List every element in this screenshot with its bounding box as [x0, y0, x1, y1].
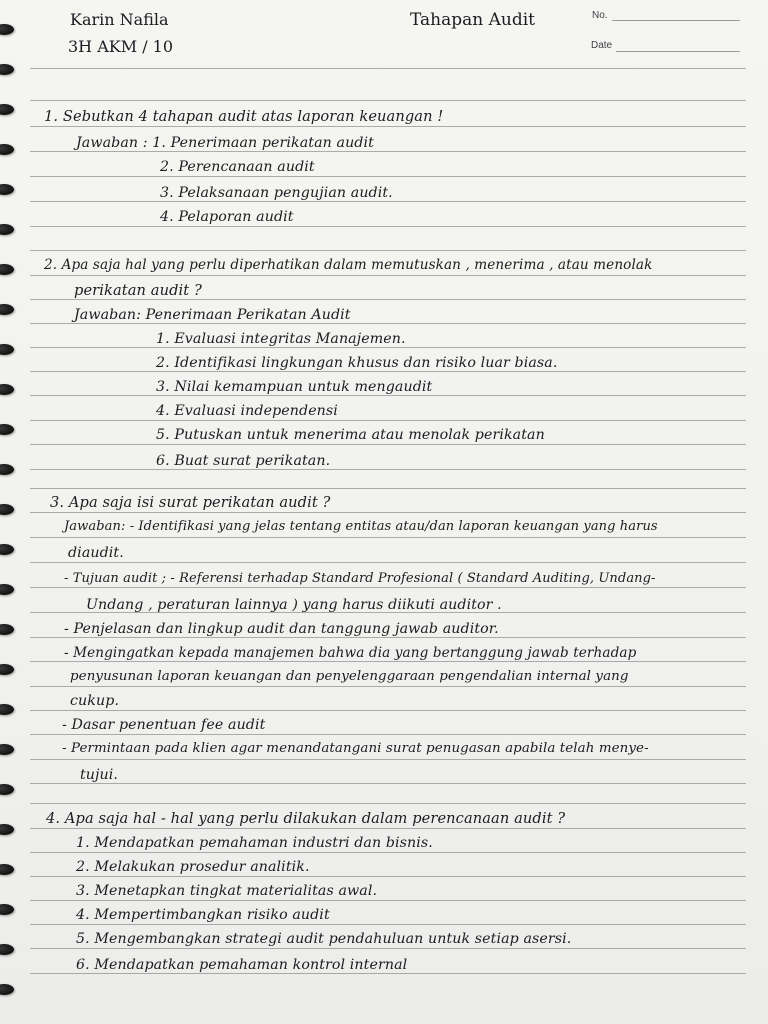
no-line [612, 20, 740, 21]
q2-answer-2: 2. Identifikasi lingkungan khusus dan risiko luar biasa. [156, 355, 558, 371]
no-label: No. [592, 10, 608, 21]
page-title: Tahapan Audit [410, 10, 535, 30]
ruled-line [30, 803, 746, 804]
date-line [616, 51, 740, 52]
q4-answer-6: 6. Mendapatkan pemahaman kontrol internal [76, 957, 408, 973]
ruled-line [30, 176, 746, 177]
q3-answer-line-2: diaudit. [68, 545, 124, 561]
q3-answer-line-6: - Mengingatkan kepada manajemen bahwa dia yang bertanggung jawab terhadap [64, 645, 637, 661]
q3-answer-line-4: Undang , peraturan lainnya ) yang harus diikuti auditor . [86, 597, 502, 613]
spiral-ring [0, 24, 14, 35]
q1-answer-3: 3. Pelaksanaan pengujian audit. [160, 185, 393, 201]
q2-answer-5: 5. Putuskan untuk menerima atau menolak perikatan [156, 427, 545, 443]
ruled-line [30, 948, 746, 949]
q3-answer-line-1: Jawaban: - Identifikasi yang jelas tentang entitas atau/dan laporan keuangan yang harus [64, 519, 658, 534]
spiral-ring [0, 944, 14, 955]
spiral-ring [0, 984, 14, 995]
spiral-ring [0, 864, 14, 875]
q3-answer-line-10: - Permintaan pada klien agar menandatangani surat penugasan apabila telah menye- [62, 741, 649, 756]
spiral-ring [0, 144, 14, 155]
ruled-line [30, 250, 746, 251]
spiral-ring [0, 704, 14, 715]
ruled-line [30, 126, 746, 127]
ruled-line [30, 852, 746, 853]
ruled-line [30, 488, 746, 489]
q2-answer-intro: Jawaban: Penerimaan Perikatan Audit [74, 307, 351, 323]
ruled-line [30, 734, 746, 735]
spiral-ring [0, 504, 14, 515]
q2-question-line-2: perikatan audit ? [74, 282, 202, 299]
q3-answer-line-7: penyusunan laporan keuangan dan penyelenggaraan pengendalian internal yang [70, 669, 629, 684]
spiral-ring [0, 224, 14, 235]
q1-question: 1. Sebutkan 4 tahapan audit atas laporan keuangan ! [44, 108, 444, 125]
spiral-ring [0, 104, 14, 115]
q3-answer-line-9: - Dasar penentuan fee audit [62, 717, 266, 733]
q3-answer-line-3: - Tujuan audit ; - Referensi terhadap Standard Profesional ( Standard Auditing, Undang- [64, 571, 656, 586]
ruled-line [30, 759, 746, 760]
q3-answer-line-11: tujui. [80, 767, 119, 783]
q1-answer-1: Jawaban : 1. Penerimaan perikatan audit [76, 135, 374, 151]
ruled-line [30, 512, 746, 513]
q2-answer-3: 3. Nilai kemampuan untuk mengaudit [156, 379, 433, 395]
ruled-line [30, 828, 746, 829]
q3-question: 3. Apa saja isi surat perikatan audit ? [50, 494, 331, 511]
ruled-line [30, 876, 746, 877]
q4-answer-4: 4. Mempertimbangkan risiko audit [76, 907, 330, 923]
ruled-line [30, 924, 746, 925]
spiral-ring [0, 744, 14, 755]
spiral-ring [0, 424, 14, 435]
spiral-ring [0, 384, 14, 395]
spiral-ring [0, 544, 14, 555]
spiral-ring [0, 664, 14, 675]
q2-answer-4: 4. Evaluasi independensi [156, 403, 338, 419]
date-label: Date [591, 40, 613, 51]
q4-answer-1: 1. Mendapatkan pemahaman industri dan bisnis. [76, 835, 433, 851]
ruled-line [30, 420, 746, 421]
ruled-line [30, 444, 746, 445]
q1-answer-2: 2. Perencanaan audit [160, 159, 315, 175]
ruled-line [30, 562, 746, 563]
ruled-line [30, 100, 746, 101]
q3-answer-line-5: - Penjelasan dan lingkup audit dan tanggung jawab auditor. [64, 621, 499, 637]
q4-answer-5: 5. Mengembangkan strategi audit pendahuluan untuk setiap asersi. [76, 931, 572, 947]
spiral-ring [0, 584, 14, 595]
spiral-ring [0, 344, 14, 355]
q2-answer-1: 1. Evaluasi integritas Manajemen. [156, 331, 406, 347]
student-name: Karin Nafila [70, 10, 169, 29]
q3-answer-line-8: cukup. [70, 693, 120, 709]
spiral-ring [0, 464, 14, 475]
spiral-ring [0, 624, 14, 635]
spiral-ring [0, 184, 14, 195]
ruled-line [30, 68, 746, 69]
ruled-line [30, 783, 746, 784]
student-class: 3H AKM / 10 [68, 37, 174, 56]
spiral-ring [0, 784, 14, 795]
spiral-ring [0, 64, 14, 75]
spiral-ring [0, 904, 14, 915]
ruled-line [30, 469, 746, 470]
q4-answer-2: 2. Melakukan prosedur analitik. [76, 859, 310, 875]
spiral-ring [0, 264, 14, 275]
ruled-line [30, 226, 746, 227]
q4-question: 4. Apa saja hal - hal yang perlu dilakukan dalam perencanaan audit ? [46, 810, 566, 827]
ruled-line [30, 686, 746, 687]
q2-answer-6: 6. Buat surat perikatan. [156, 453, 331, 469]
spiral-ring [0, 824, 14, 835]
q1-answer-4: 4. Pelaporan audit [160, 209, 294, 225]
ruled-line [30, 900, 746, 901]
ruled-line [30, 275, 746, 276]
spiral-ring [0, 304, 14, 315]
q4-answer-3: 3. Menetapkan tingkat materialitas awal. [76, 883, 378, 899]
q2-question-line-1: 2. Apa saja hal yang perlu diperhatikan dalam memutuskan , menerima , atau menolak [44, 257, 653, 273]
ruled-line [30, 537, 746, 538]
ruled-line [30, 710, 746, 711]
